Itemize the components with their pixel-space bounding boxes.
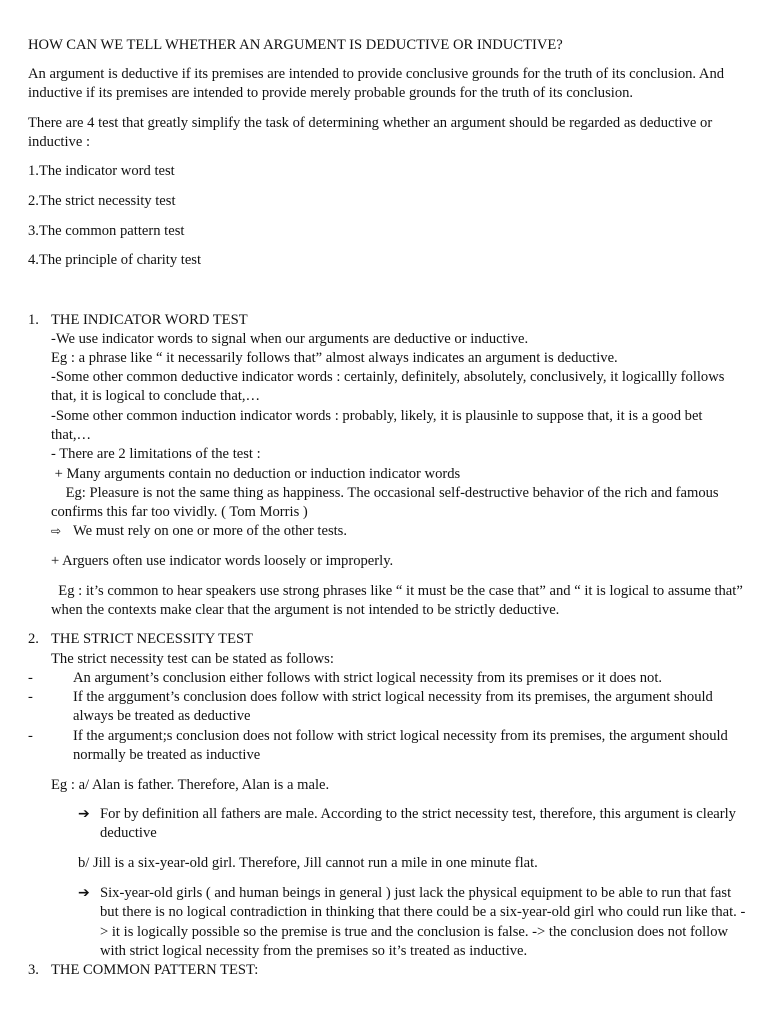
dash-bullet: - <box>28 670 33 686</box>
section-1-line: + Many arguments contain no deduction or induction indicator words <box>51 466 461 482</box>
section-2-heading: THE STRICT NECESSITY TEST <box>51 631 254 647</box>
intro-paragraph-2: There are 4 test that greatly simplify the task of determining whether an argument should be regarded as deductive or inductive : <box>28 115 713 151</box>
section-1-example: Eg : it’s common to hear speakers use strong phrases like “ it must be the case that” and “ it is logical to assume that” when the contexts make clear that the argument is not intended to be strictly deductive. <box>51 583 747 619</box>
section-3-heading: THE COMMON PATTERN TEST: <box>51 962 259 978</box>
bold-right-arrow-icon: ➔ <box>78 806 90 822</box>
section-2-intro: The strict necessity test can be stated as follows: <box>51 651 334 667</box>
section-1-line: -We use indicator words to signal when our arguments are deductive or inductive. <box>51 331 529 347</box>
example-b-explanation: Six-year-old girls ( and human beings in general ) just lack the physical equipment to be able to run that fast but there is no logical contradiction in thinking that there could be a six-year-old girl who could run like that. -> it is logically possible so the premise is true and the conclusion is false. -> the conclusion does not follow with strict logical necessity from the premises so it’s treated as inductive. <box>100 885 746 960</box>
section-1-line: + Arguers often use indicator words loosely or improperly. <box>51 553 394 569</box>
section-1-line: -Some other common deductive indicator words : certainly, definitely, absolutely, conclusively, it logicallly follows that, it is logical to conclude that,… <box>51 369 725 405</box>
example-b: b/ Jill is a six-year-old girl. Therefore, Jill cannot run a mile in one minute flat. <box>78 855 538 871</box>
example-a: Eg : a/ Alan is father. Therefore, Alan is a male. <box>51 777 330 793</box>
test-list-item: 4.The principle of charity test <box>28 252 202 268</box>
section-2-bullet: An argument’s conclusion either follows with strict logical necessity from its premises or it does not. <box>73 670 663 686</box>
section-3-number: 3. <box>28 962 39 978</box>
dash-bullet: - <box>28 728 33 744</box>
test-list-item: 2.The strict necessity test <box>28 193 176 209</box>
section-1-heading: THE INDICATOR WORD TEST <box>51 312 248 328</box>
test-list-item: 1.The indicator word test <box>28 163 175 179</box>
section-1-example: Eg: Pleasure is not the same thing as happiness. The occasional self-destructive behavior of the rich and famous confirms this far too vividly. ( Tom Morris ) <box>51 485 723 521</box>
example-a-explanation: For by definition all fathers are male. According to the strict necessity test, therefore, this argument is clearly deductive <box>100 806 736 842</box>
section-1-number: 1. <box>28 312 39 328</box>
section-1-line: -Some other common induction indicator words : probably, likely, it is plausinle to suppose that, it is a good bet that,… <box>51 408 703 444</box>
section-2-bullet: If the argument;s conclusion does not follow with strict logical necessity from its premises, the argument should normally be treated as inductive <box>73 728 728 764</box>
test-list-item: 3.The common pattern test <box>28 223 185 239</box>
section-2-number: 2. <box>28 631 39 647</box>
section-2-bullet: If the arggument’s conclusion does follow with strict logical necessity from its premises, the argument should always be treated as deductive <box>73 689 713 725</box>
section-1-line: Eg : a phrase like “ it necessarily follows that” almost always indicates an argument is deductive. <box>51 350 618 366</box>
page-title: HOW CAN WE TELL WHETHER AN ARGUMENT IS DEDUCTIVE OR INDUCTIVE? <box>28 37 563 53</box>
open-right-arrow-icon: ⇨ <box>51 524 62 538</box>
bold-right-arrow-icon: ➔ <box>78 885 90 901</box>
section-1-line: We must rely on one or more of the other tests. <box>73 523 348 539</box>
dash-bullet: - <box>28 689 33 705</box>
section-1-line: - There are 2 limitations of the test : <box>51 446 261 462</box>
intro-paragraph-1: An argument is deductive if its premises are intended to provide conclusive grounds for the truth of its conclusion. And inductive if its premises are intended to provide merely probable grounds for the truth of its conclusion. <box>28 66 725 102</box>
